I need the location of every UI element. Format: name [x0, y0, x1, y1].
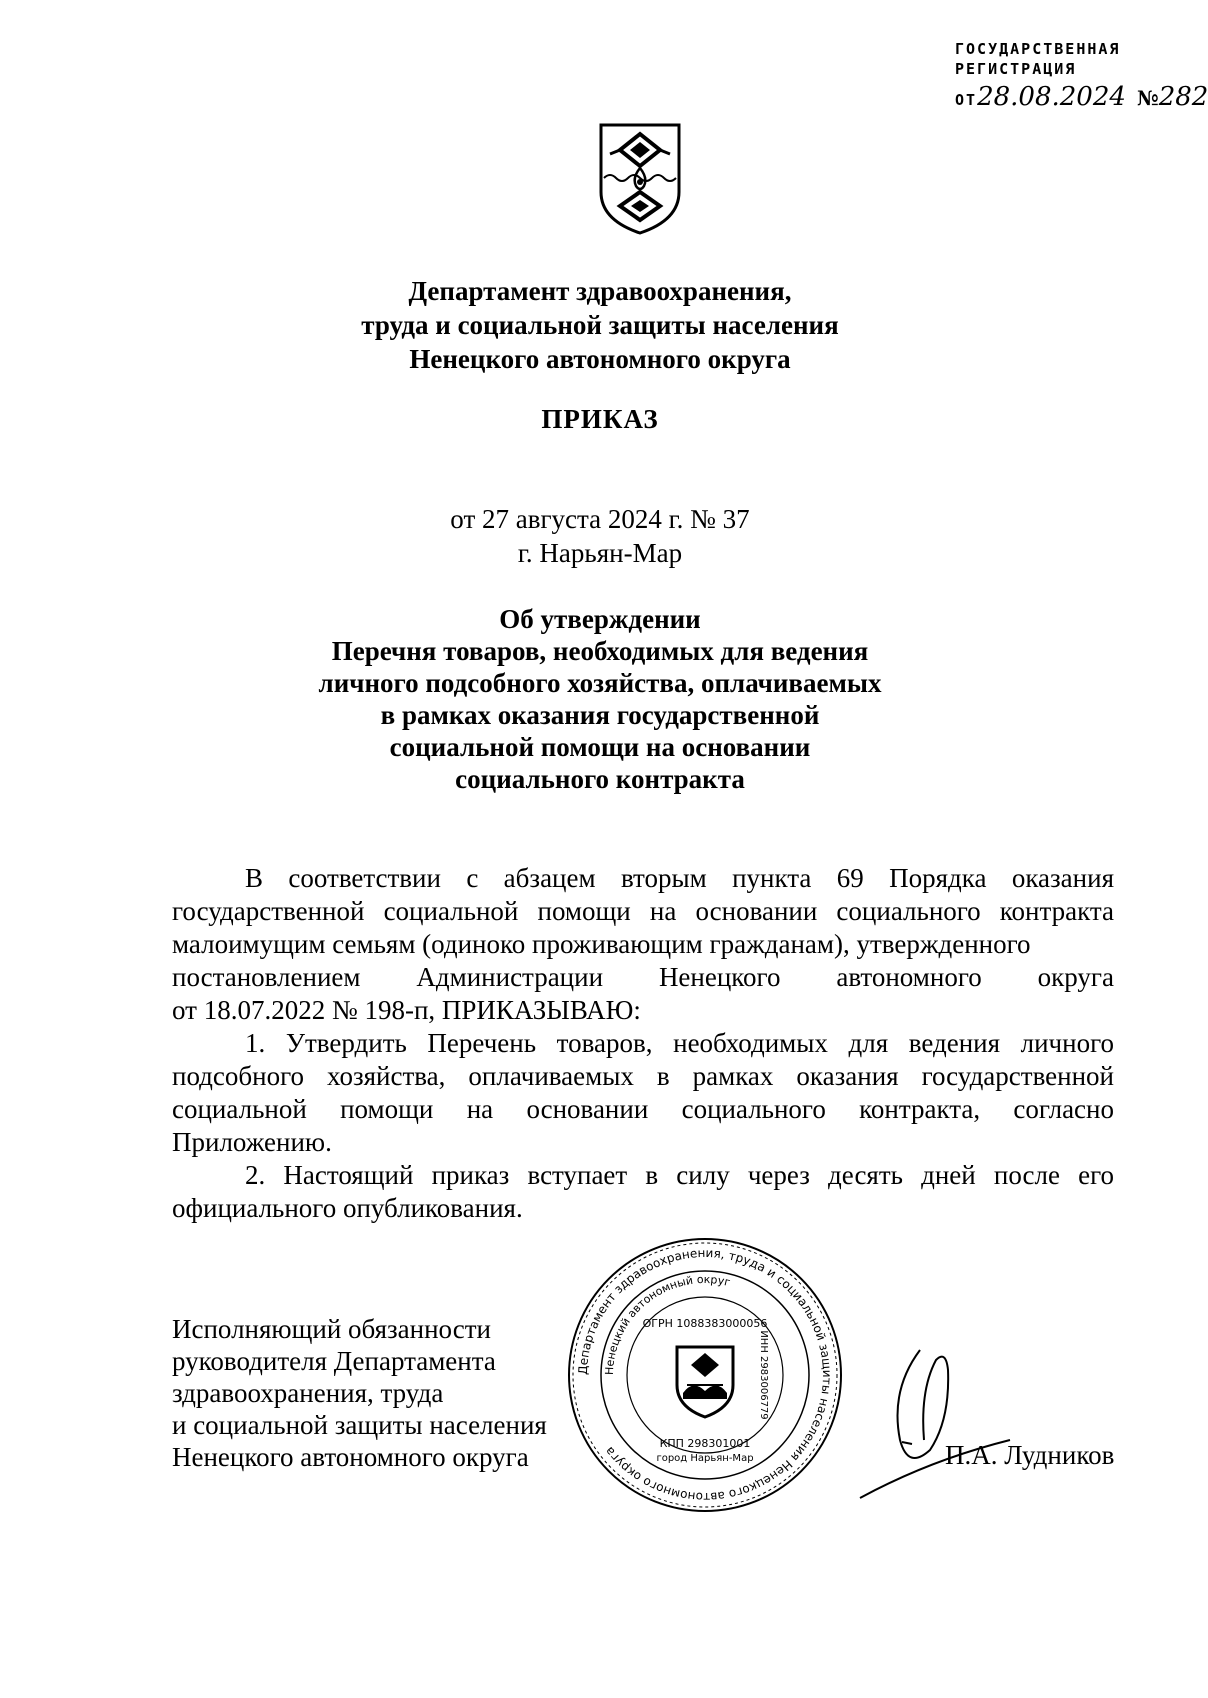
seal-outer-text: Департамент здравоохранения, труда и социальной защиты населения Ненецкого автономного округа [575, 1245, 835, 1505]
position-line: Ненецкого автономного округа [172, 1442, 529, 1472]
preamble-paragraph: В соответствии с абзацем вторым пункта 69 Порядка оказания государственной социальной помощи на основании социального контракта малоимущим семьям (одиноко проживающим гражданам), утвержденного [172, 863, 1114, 959]
registration-number: 282 [1158, 82, 1208, 112]
document-date-block [0, 502, 1200, 570]
official-seal [565, 1235, 845, 1515]
subject-line: социальной помощи на основании [389, 732, 811, 762]
coat-of-arms-icon [598, 122, 682, 236]
document-type: ПРИКАЗ [541, 404, 659, 434]
handwritten-signature [860, 1330, 1070, 1500]
document-body [172, 862, 1114, 1225]
seal-city: город Нарьян-Мар [656, 1453, 754, 1464]
registration-prefix: ОТ [955, 91, 978, 109]
department-line: Ненецкого автономного округа [409, 344, 791, 374]
registration-number-sign: № [1136, 86, 1159, 110]
preamble-word: Администрации [416, 962, 604, 992]
subject-line: социального контракта [455, 764, 745, 794]
subject-line: личного подсобного хозяйства, оплачиваемых [318, 668, 882, 698]
preamble-word: постановлением [172, 962, 361, 992]
position-line: руководителя Департамента [172, 1346, 496, 1376]
seal-inn: ИНН 2983006779 [758, 1330, 769, 1420]
department-line: труда и социальной защиты населения [361, 310, 839, 340]
preamble-word: автономного [836, 962, 982, 992]
seal-emblem-icon [677, 1347, 733, 1417]
position-line: Исполняющий обязанности [172, 1314, 491, 1344]
order-item-2: 2. Настоящий приказ вступает в силу через десять дней после его официального опубликования. [172, 1160, 1114, 1223]
subject-line: в рамках оказания государственной [380, 700, 820, 730]
signatory-position [172, 1313, 547, 1473]
document-city: г. Нарьян-Мар [517, 538, 683, 568]
position-line: и социальной защиты населения [172, 1410, 547, 1440]
registration-date-row [955, 82, 1208, 112]
registration-line-1: ГОСУДАРСТВЕННАЯ [955, 40, 1121, 58]
seal-ogrn: ОГРН 1088383000056 [642, 1317, 768, 1330]
subject-line: Перечня товаров, необходимых для ведения [331, 636, 869, 666]
order-item-1: 1. Утвердить Перечень товаров, необходимых для ведения личного подсобного хозяйства, оплачиваемых в рамках оказания государственной социальной помощи на основании социального контракта, согласно Приложению. [172, 1028, 1114, 1157]
department-line: Департамент здравоохранения, [408, 276, 792, 306]
signatory-name: П.А. Лудников [945, 1440, 1115, 1470]
subject-line: Об утверждении [499, 604, 701, 634]
seal-kpp: КПП 298301001 [659, 1437, 751, 1450]
preamble-ending: от 18.07.2022 № 198-п, ПРИКАЗЫВАЮ: [172, 995, 641, 1025]
registration-date: 28.08.2024 [977, 82, 1126, 112]
preamble-word: Ненецкого [658, 962, 781, 992]
seal-inner-text: Ненецкий автономный округ [602, 1272, 732, 1376]
document-subject [0, 603, 1200, 795]
preamble-word: округа [1037, 962, 1114, 992]
department-name [0, 274, 1200, 376]
preamble-spread-line [172, 961, 1114, 994]
position-line: здравоохранения, труда [172, 1378, 444, 1408]
registration-line-2: РЕГИСТРАЦИЯ [955, 60, 1077, 78]
document-date: от 27 августа 2024 г. № 37 [450, 504, 750, 534]
